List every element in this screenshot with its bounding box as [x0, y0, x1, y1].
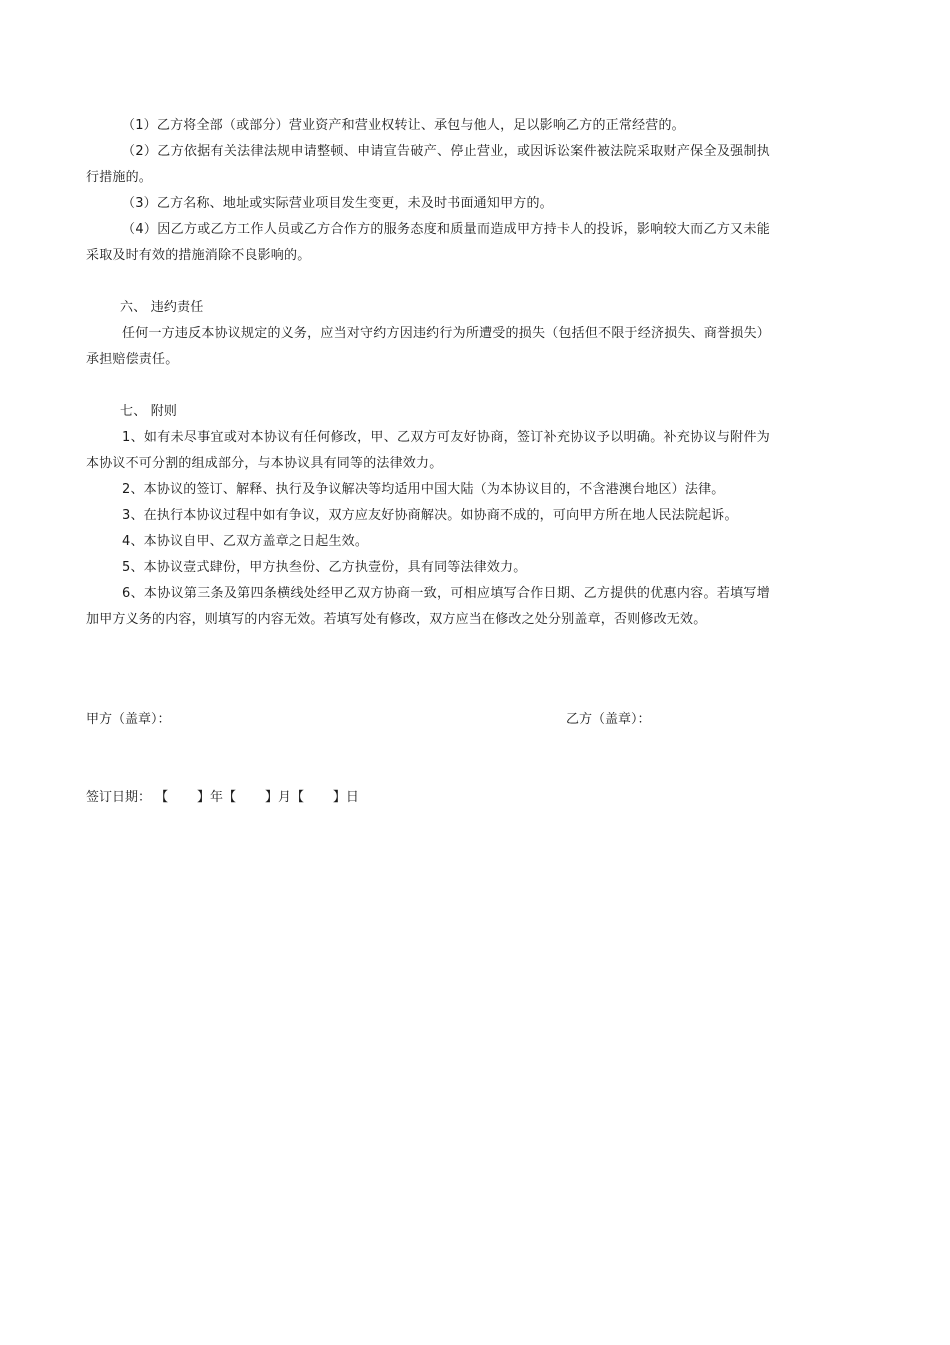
signing-date: 签订日期： 【 】年【 】月【 】日: [86, 790, 359, 805]
section7-item-6: 6、本协议第三条及第四条横线处经甲乙双方协商一致，可相应填写合作日期、乙方提供的优惠内容。若填写增加甲方义务的内容，则填写的内容无效。若填写处有修改，双方应当在修改之处分别盖章，否则修改无效。: [86, 586, 770, 627]
section5-item-1: （1）乙方将全部（或部分）营业资产和营业权转让、承包与他人，足以影响乙方的正常经营的。: [122, 118, 685, 133]
document-body: [86, 113, 770, 633]
party-b-seal-label: 乙方（盖章）：: [566, 712, 651, 727]
section7-item-3: 3、在执行本协议过程中如有争议，双方应友好协商解决。如协商不成的，可向甲方所在地人民法院起诉。: [122, 508, 738, 523]
spacer: [86, 373, 770, 399]
section5-item-3: （3）乙方名称、地址或实际营业项目发生变更，未及时书面通知甲方的。: [122, 196, 553, 211]
section7-item-5: 5、本协议壹式肆份，甲方执叁份、乙方执壹份，具有同等法律效力。: [122, 560, 527, 575]
section5-item-4: （4）因乙方或乙方工作人员或乙方合作方的服务态度和质量而造成甲方持卡人的投诉，影响较大而乙方又未能采取及时有效的措施消除不良影响的。: [86, 222, 770, 263]
signature-row: [86, 708, 770, 732]
spacer: [86, 269, 770, 295]
section7-item-2: 2、本协议的签订、解释、执行及争议解决等均适用中国大陆（为本协议目的，不含港澳台地区）法律。: [122, 482, 725, 497]
section6-heading: 六、 违约责任: [120, 300, 204, 315]
section7-item-1: 1、如有未尽事宜或对本协议有任何修改，甲、乙双方可友好协商，签订补充协议予以明确。补充协议与附件为本协议不可分割的组成部分，与本协议具有同等的法律效力。: [86, 430, 770, 471]
section7-item-4: 4、本协议自甲、乙双方盖章之日起生效。: [122, 534, 369, 549]
section6-body: 任何一方违反本协议规定的义务，应当对守约方因违约行为所遭受的损失（包括但不限于经济损失、商誉损失）承担赔偿责任。: [86, 326, 770, 367]
party-a-seal-label: 甲方（盖章）：: [86, 712, 171, 727]
section5-item-2: （2）乙方依据有关法律法规申请整顿、申请宣告破产、停止营业，或因诉讼案件被法院采取财产保全及强制执行措施的。: [86, 144, 770, 185]
section7-heading: 七、 附则: [120, 404, 178, 419]
